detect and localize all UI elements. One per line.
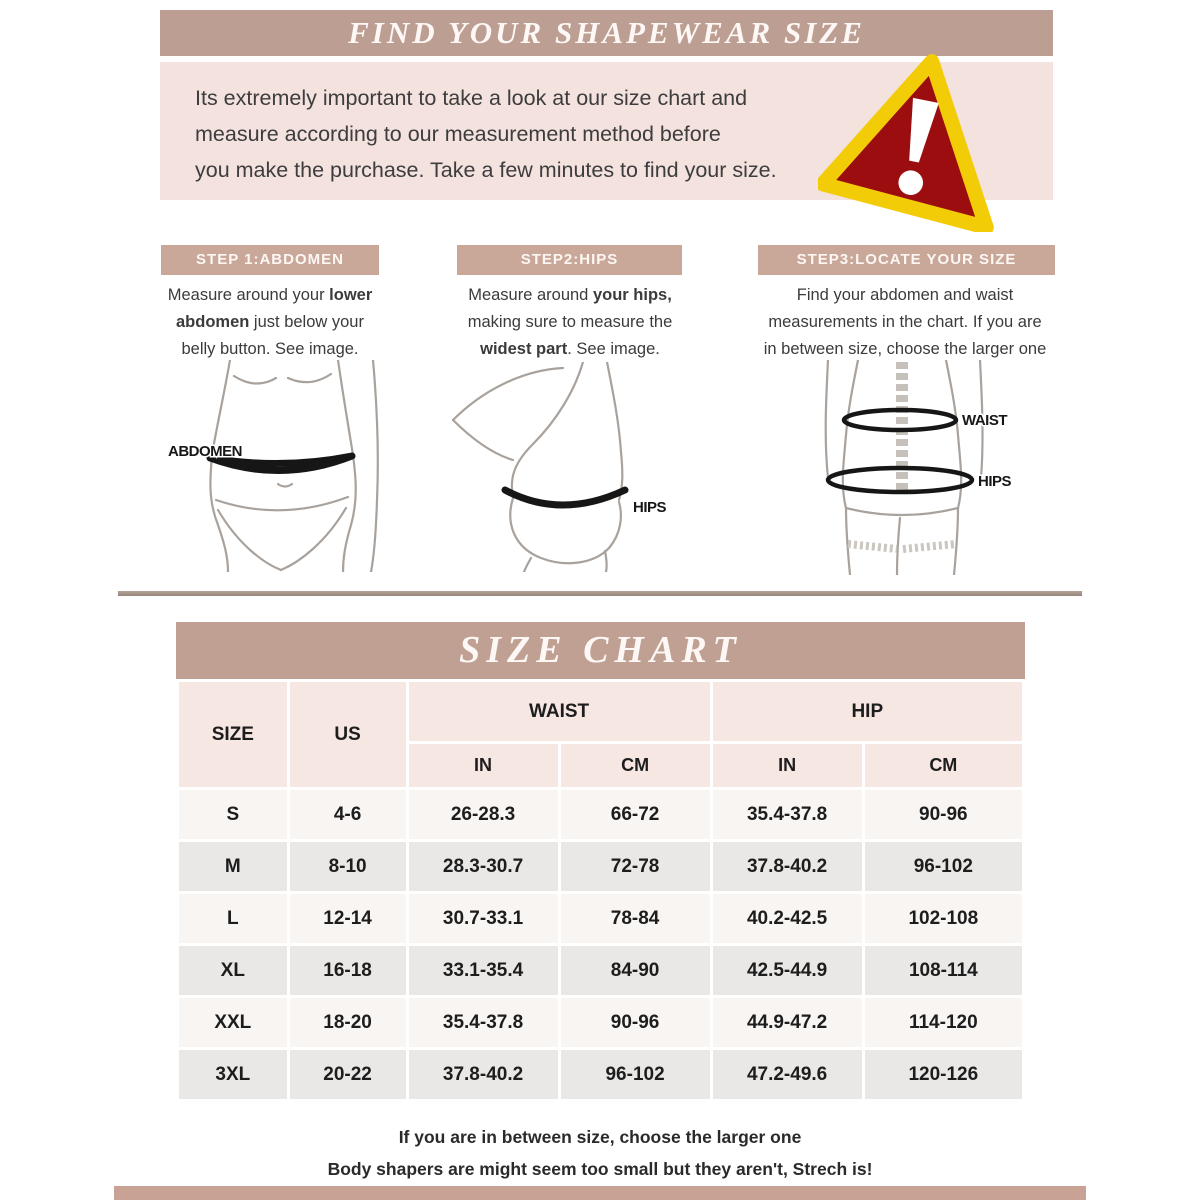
size-chart-table bbox=[176, 679, 1025, 1102]
table-row-xxl: XXL 18-20 35.4-37.8 90-96 44.9-47.2 114-120 bbox=[179, 998, 1022, 1047]
step3-title-bar: STEP3:LOCATE YOUR SIZE bbox=[758, 245, 1055, 275]
step2-title-bar: STEP2:HIPS bbox=[457, 245, 682, 275]
intro-line-2: measure according to our measurement method before bbox=[195, 122, 721, 146]
page-title: FIND YOUR SHAPEWEAR SIZE bbox=[160, 10, 1053, 56]
bottom-bar bbox=[114, 1186, 1086, 1200]
section-divider bbox=[118, 591, 1082, 596]
table-row-xl: XL 16-18 33.1-35.4 84-90 42.5-44.9 108-114 bbox=[179, 946, 1022, 995]
svg-text:ABDOMEN: ABDOMEN bbox=[168, 443, 242, 460]
table-row-m: M 8-10 28.3-30.7 72-78 37.8-40.2 96-102 bbox=[179, 842, 1022, 891]
intro-line-3: you make the purchase. Take a few minutes to find your size. bbox=[195, 158, 777, 182]
subheader-waist-in: IN bbox=[409, 744, 558, 787]
intro-line-1: Its extremely important to take a look at our size chart and bbox=[195, 86, 748, 110]
subheader-hip-cm: CM bbox=[865, 744, 1022, 787]
column-header-hip: HIP bbox=[713, 682, 1022, 741]
step3-line-1: Find your abdomen and waist bbox=[796, 286, 1014, 304]
table-row-s: S 4-6 26-28.3 66-72 35.4-37.8 90-96 bbox=[179, 790, 1022, 839]
column-header-us: US bbox=[290, 682, 406, 787]
intro-text bbox=[195, 80, 835, 188]
hips-figure bbox=[435, 362, 680, 572]
step1-line-1: Measure around your lower bbox=[167, 286, 373, 304]
warning-icon bbox=[818, 50, 1023, 232]
step3-line-2: measurements in the chart. If you are bbox=[768, 313, 1042, 331]
step2-line-1: Measure around your hips, bbox=[468, 286, 672, 304]
step1-description bbox=[135, 282, 405, 363]
abdomen-figure bbox=[168, 360, 393, 572]
subheader-waist-cm: CM bbox=[561, 744, 710, 787]
body-measure-figure bbox=[788, 360, 1013, 575]
step2-line-3: widest part. See image. bbox=[480, 340, 660, 358]
step1-title-bar: STEP 1:ABDOMEN bbox=[161, 245, 379, 275]
step1-line-3: belly button. See image. bbox=[181, 340, 359, 358]
size-chart-title: SIZE CHART bbox=[176, 622, 1025, 679]
step2-line-2: making sure to measure the bbox=[467, 313, 673, 331]
footer-note-1: If you are in between size, choose the larger one bbox=[398, 1127, 802, 1147]
column-header-size: SIZE bbox=[179, 682, 287, 787]
svg-text:HIPS: HIPS bbox=[633, 499, 667, 516]
svg-text:WAIST: WAIST bbox=[962, 412, 1007, 429]
step3-description bbox=[745, 282, 1065, 363]
footer-note-2: Body shapers are might seem too small but they aren't, Strech is! bbox=[327, 1159, 873, 1179]
step3-line-3: in between size, choose the larger one bbox=[763, 340, 1047, 358]
table-header-row bbox=[179, 682, 1022, 741]
step2-description bbox=[435, 282, 705, 363]
step1-line-2: abdomen just below your bbox=[176, 313, 364, 331]
column-header-waist: WAIST bbox=[409, 682, 710, 741]
table-row-l: L 12-14 30.7-33.1 78-84 40.2-42.5 102-108 bbox=[179, 894, 1022, 943]
subheader-hip-in: IN bbox=[713, 744, 862, 787]
svg-text:HIPS: HIPS bbox=[978, 473, 1012, 490]
table-row-3xl: 3XL 20-22 37.8-40.2 96-102 47.2-49.6 120-126 bbox=[179, 1050, 1022, 1099]
